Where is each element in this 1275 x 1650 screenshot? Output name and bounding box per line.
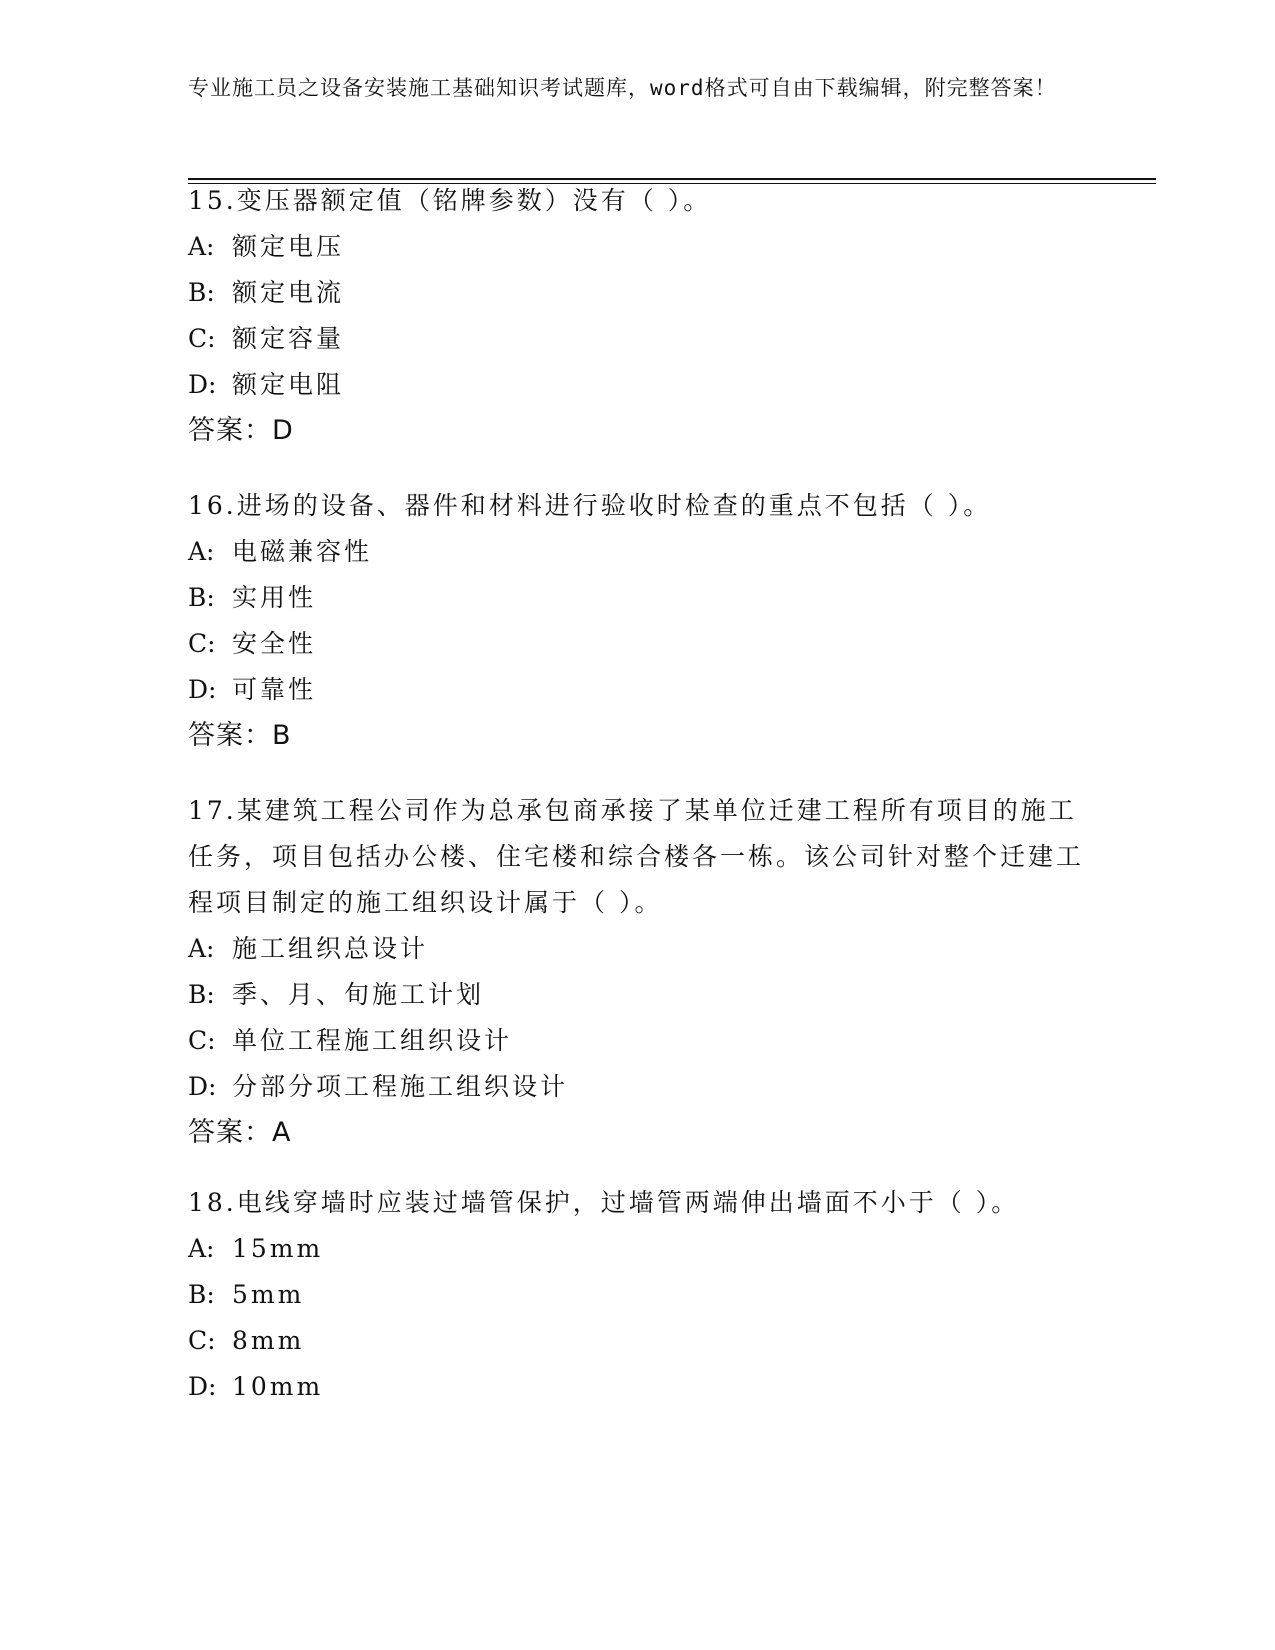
option-text: 实用性: [232, 583, 317, 612]
question-16: [188, 483, 1088, 759]
option-c: [188, 1318, 1088, 1364]
answer-line: 答案：A: [188, 1117, 292, 1148]
option-letter: D:: [188, 370, 217, 399]
option-c: [188, 316, 1088, 362]
answer-line: 答案：B: [188, 720, 292, 751]
option-letter: C:: [188, 324, 216, 353]
option-letter: D:: [188, 1372, 217, 1401]
question-text: 15.变压器额定值（铭牌参数）没有（ ）。: [188, 186, 712, 215]
option-a: [188, 926, 1088, 972]
option-a: [188, 224, 1088, 270]
option-letter: A:: [188, 934, 215, 963]
option-letter: A:: [188, 1234, 215, 1263]
option-d: [188, 1064, 1088, 1110]
option-text: 8mm: [232, 1326, 305, 1355]
option-b: [188, 575, 1088, 621]
option-letter: C:: [188, 1326, 216, 1355]
option-letter: B:: [188, 278, 215, 307]
option-letter: D:: [188, 1072, 217, 1101]
option-text: 5mm: [232, 1280, 305, 1309]
option-text: 额定电流: [232, 278, 345, 307]
option-text: 安全性: [232, 629, 317, 658]
option-letter: B:: [188, 1280, 215, 1309]
option-b: [188, 1272, 1088, 1318]
question-text: 17.某建筑工程公司作为总承包商承接了某单位迁建工程所有项目的施工任务，项目包括办公楼、住宅楼和综合楼各一栋。该公司针对整个迁建工程项目制定的施工组织设计属于（ ）。: [188, 796, 1085, 917]
question-text: 18.电线穿墙时应装过墙管保护，过墙管两端伸出墙面不小于（ ）。: [188, 1188, 1020, 1217]
question-18: [188, 1180, 1088, 1410]
option-text: 施工组织总设计: [232, 934, 429, 963]
option-letter: C:: [188, 629, 216, 658]
option-text: 单位工程施工组织设计: [232, 1026, 513, 1055]
option-text: 电磁兼容性: [232, 537, 373, 566]
option-d: [188, 1364, 1088, 1410]
option-a: [188, 1226, 1088, 1272]
option-text: 分部分项工程施工组织设计: [232, 1072, 569, 1101]
answer-line: 答案：D: [188, 415, 294, 446]
option-text: 额定电压: [232, 232, 345, 261]
option-text: 可靠性: [232, 675, 317, 704]
option-d: [188, 667, 1088, 713]
option-letter: B:: [188, 980, 215, 1009]
option-letter: D:: [188, 675, 217, 704]
option-b: [188, 270, 1088, 316]
document-header: 专业施工员之设备安装施工基础知识考试题库，word格式可自由下载编辑，附完整答案！: [188, 76, 1057, 100]
option-letter: B:: [188, 583, 215, 612]
option-text: 额定容量: [232, 324, 345, 353]
option-text: 15mm: [232, 1234, 324, 1263]
option-text: 额定电阻: [232, 370, 345, 399]
option-d: [188, 362, 1088, 408]
option-a: [188, 529, 1088, 575]
option-c: [188, 1018, 1088, 1064]
question-17: [188, 788, 1088, 1156]
option-text: 10mm: [232, 1372, 324, 1401]
option-letter: A:: [188, 537, 215, 566]
question-15: [188, 178, 1088, 454]
option-c: [188, 621, 1088, 667]
option-b: [188, 972, 1088, 1018]
option-text: 季、月、旬施工计划: [232, 980, 485, 1009]
option-letter: A:: [188, 232, 215, 261]
question-text: 16.进场的设备、器件和材料进行验收时检查的重点不包括（ ）。: [188, 491, 992, 520]
option-letter: C:: [188, 1026, 216, 1055]
